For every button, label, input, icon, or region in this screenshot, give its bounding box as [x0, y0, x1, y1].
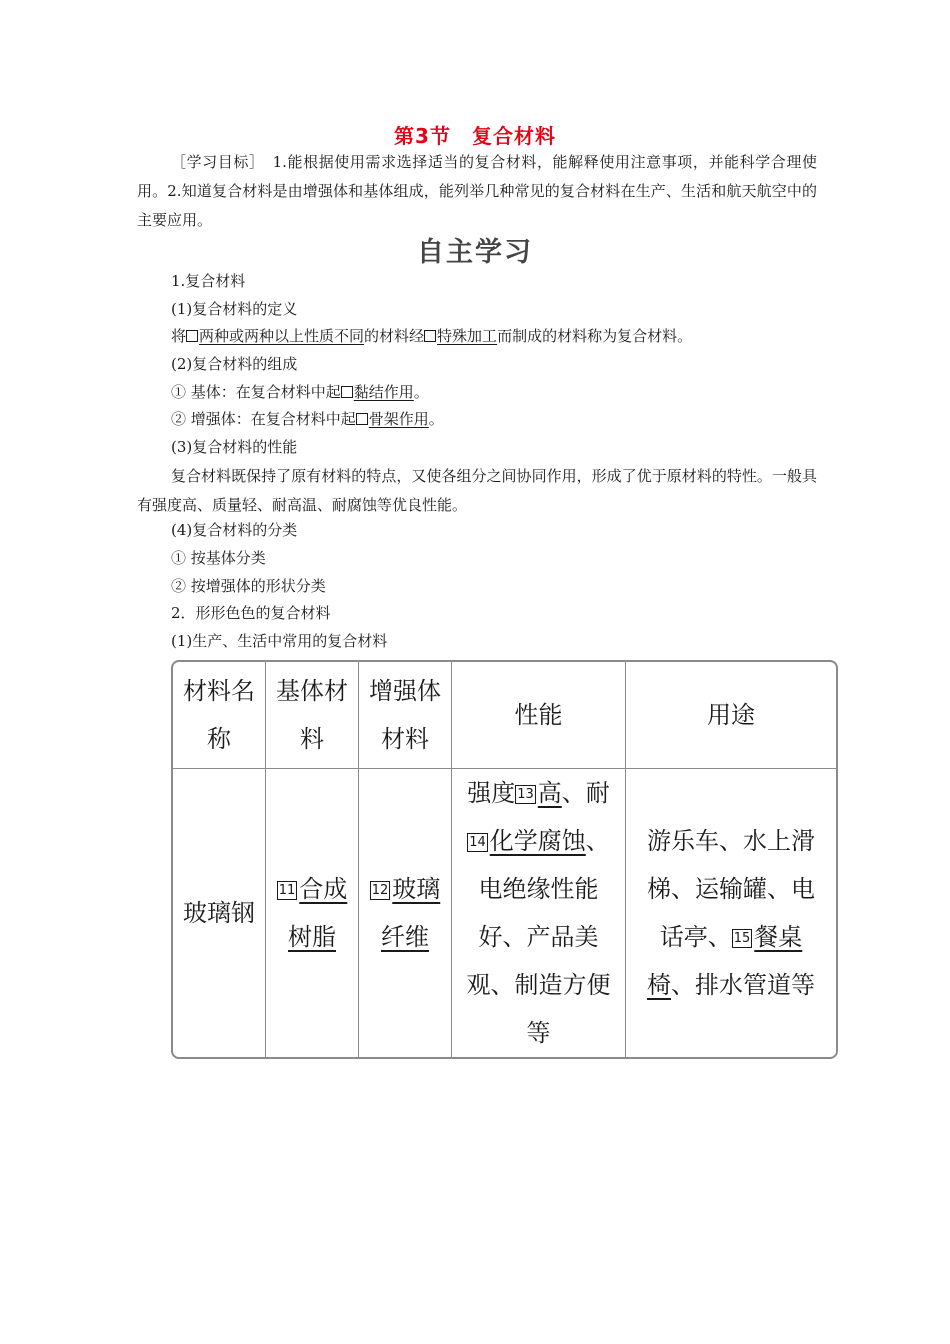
- item-composite-materials: 1.复合材料: [171, 272, 246, 290]
- cell-matrix: [266, 769, 359, 1057]
- answer-text: 高: [537, 779, 562, 807]
- answer-number: 13: [517, 787, 534, 802]
- blank-answer-3: [341, 383, 414, 401]
- cell-performance: [452, 769, 626, 1057]
- blank-answer-4: [356, 410, 429, 428]
- item-common-materials: (1)生产、生活中常用的复合材料: [171, 632, 388, 650]
- reinforcement-sentence: [171, 409, 444, 429]
- learning-goals: ［学习目标］ 1.能根据使用需求选择适当的复合材料，能解释使用注意事项，并能科学合理使用。2.知道复合材料是由增强体和基体组成，能列举几种常见的复合材料在生产、生活和航天航空中的主要应用。: [137, 153, 817, 229]
- classify-by-reinforcement: ② 按增强体的形状分类: [171, 577, 326, 595]
- cell-use: [626, 769, 836, 1057]
- header-reinforcement: 增强体材料: [359, 662, 452, 769]
- use-text: 、排水管道等: [671, 971, 815, 999]
- header-performance: 性能: [452, 662, 626, 769]
- answer-number: 15: [733, 931, 751, 946]
- reinforcement-text: ② 增强体：在复合材料中起: [171, 410, 356, 428]
- answer-corrosion: [467, 827, 586, 855]
- answer-text: 特殊加工: [437, 327, 498, 345]
- answer-text: 骨架作用: [368, 410, 429, 428]
- answer-number: 11: [278, 883, 296, 898]
- answer-text: 合成树脂: [288, 875, 348, 951]
- answer-text: 两种或两种以上性质不同: [199, 327, 365, 345]
- cell-name: 玻璃钢: [173, 769, 266, 1057]
- blank-box-icon: [424, 330, 436, 342]
- use-text: 游乐车、水上滑梯、运输罐、电话亭、: [647, 827, 815, 951]
- blank-box-icon: [341, 386, 353, 398]
- item-various-materials: 2．形形色色的复合材料: [171, 604, 331, 622]
- answer-text: 化学腐蚀: [489, 827, 586, 855]
- header-matrix: 基体材料: [266, 662, 359, 769]
- blank-answer-1: [186, 327, 364, 345]
- punct: 。: [428, 410, 444, 428]
- blank-box-icon: [356, 413, 368, 425]
- item-definition: (1)复合材料的定义: [171, 300, 298, 318]
- perf-text: 、耐: [561, 779, 610, 807]
- matrix-text: ① 基体：在复合材料中起: [171, 383, 341, 401]
- section-heading: 自主学习: [417, 237, 533, 268]
- perf-text: 、电绝缘性能好、产品美观、制造方便等: [466, 827, 611, 1047]
- answer-number: 12: [371, 883, 389, 898]
- table-header-row: [173, 662, 836, 769]
- classify-by-matrix: ① 按基体分类: [171, 549, 266, 567]
- answer-text: 玻璃纤维: [381, 875, 441, 951]
- blank-answer-2: [424, 327, 497, 345]
- answer-reinforcement: [370, 875, 441, 951]
- matrix-sentence: [171, 382, 429, 402]
- header-name: 材料名称: [173, 662, 266, 769]
- item-properties: (3)复合材料的性能: [171, 438, 298, 456]
- definition-part-1: 将: [171, 327, 187, 345]
- item-classification: (4)复合材料的分类: [171, 521, 298, 539]
- page-title: 第3节 复合材料: [394, 124, 556, 148]
- blank-box-icon: [186, 330, 198, 342]
- definition-sentence: [171, 326, 692, 346]
- perf-text: 强度: [467, 779, 516, 807]
- table-row: [173, 769, 836, 1057]
- cell-reinforcement: [359, 769, 452, 1057]
- properties-paragraph: 复合材料既保持了原有材料的特点，又使各组分之间协同作用，形成了优于原材料的特性。一般具有强度高、质量轻、耐高温、耐腐蚀等优良性能。: [137, 467, 817, 514]
- item-composition: (2)复合材料的组成: [171, 355, 298, 373]
- materials-table: [171, 660, 838, 1059]
- punct: 。: [413, 383, 429, 401]
- answer-text: 黏结作用: [353, 383, 414, 401]
- header-use: 用途: [626, 662, 836, 769]
- answer-matrix: [277, 875, 348, 951]
- answer-text: 餐桌椅: [647, 923, 803, 999]
- answer-number: 14: [469, 835, 486, 850]
- answer-strength: [515, 779, 562, 807]
- definition-part-3: 而制成的材料称为复合材料。: [497, 327, 693, 345]
- definition-part-2: 的材料经: [364, 327, 425, 345]
